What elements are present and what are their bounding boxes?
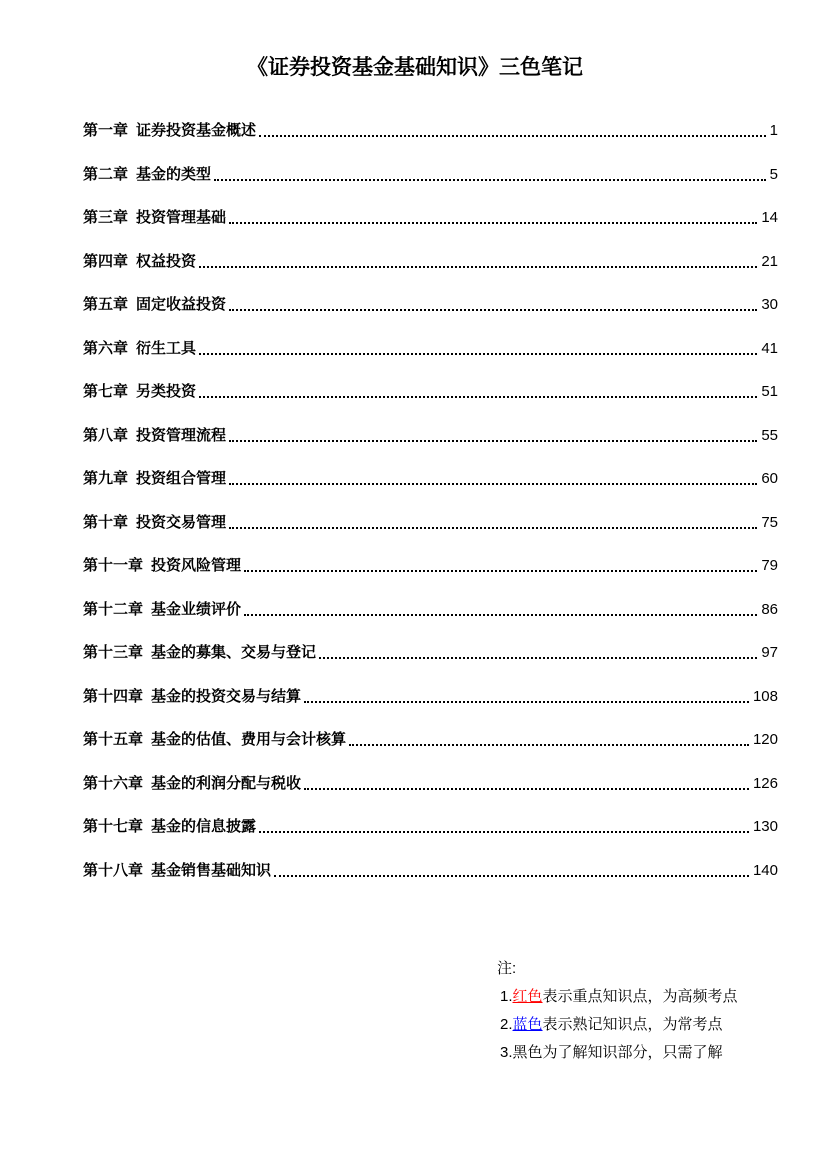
dotted-leader xyxy=(199,396,757,398)
toc-page-number: 41 xyxy=(761,339,778,357)
toc-entry[interactable] xyxy=(83,775,778,793)
toc-chapter-label: 第九章 xyxy=(83,470,129,487)
toc-page-number: 79 xyxy=(761,557,778,574)
toc-page-number: 30 xyxy=(761,296,778,313)
toc-entry[interactable] xyxy=(83,601,778,619)
dotted-leader xyxy=(244,614,757,616)
dotted-leader xyxy=(229,527,757,529)
toc-chapter-label: 第十八章 xyxy=(83,861,144,879)
toc-title-label: 基金的估值、费用与会计核算 xyxy=(151,731,347,748)
dotted-leader xyxy=(319,657,757,659)
dotted-leader xyxy=(304,788,749,790)
toc-chapter-label: 第十章 xyxy=(83,513,129,531)
note-prefix: 3. xyxy=(500,1044,513,1061)
dotted-leader xyxy=(229,483,757,485)
toc-title-label: 基金的信息披露 xyxy=(151,818,257,835)
page-title: 《证券投资基金基础知识》三色笔记 xyxy=(247,56,583,79)
toc-title-label: 基金的类型 xyxy=(136,165,212,183)
note-item-red xyxy=(497,983,738,1011)
toc-chapter-label: 第十三章 xyxy=(83,644,144,661)
toc-page-number: 130 xyxy=(752,818,778,835)
toc-chapter-label: 第四章 xyxy=(83,252,129,270)
toc-chapter-label: 第十四章 xyxy=(83,687,144,705)
toc-title-label: 基金的募集、交易与登记 xyxy=(151,644,317,661)
toc-entry[interactable] xyxy=(83,514,778,532)
toc-entry[interactable] xyxy=(83,253,778,271)
toc-entry[interactable] xyxy=(83,731,778,749)
toc-entry[interactable] xyxy=(83,209,778,227)
toc-title-label: 证券投资基金概述 xyxy=(136,122,257,139)
dotted-leader xyxy=(274,875,749,877)
toc-page-number: 21 xyxy=(761,252,778,270)
toc-entry[interactable] xyxy=(83,383,778,401)
toc-title-label: 投资交易管理 xyxy=(136,513,227,531)
toc-chapter-label: 第七章 xyxy=(83,383,129,400)
note-text: 表示重点知识点，为高频考点 xyxy=(542,988,738,1005)
table-of-contents xyxy=(83,122,778,905)
toc-chapter-label: 第八章 xyxy=(83,426,129,444)
toc-page-number: 108 xyxy=(752,687,778,705)
notes-heading: 注: xyxy=(497,960,517,977)
toc-title-label: 投资管理基础 xyxy=(136,209,227,226)
toc-page-number: 140 xyxy=(752,861,778,879)
note-text: 黑色为了解知识部分，只需了解 xyxy=(512,1044,723,1061)
toc-title-label: 基金的投资交易与结算 xyxy=(151,687,302,705)
note-item-black xyxy=(497,1039,738,1067)
toc-entry[interactable] xyxy=(83,862,778,880)
toc-chapter-label: 第十一章 xyxy=(83,557,144,574)
toc-chapter-label: 第二章 xyxy=(83,165,129,183)
dotted-leader xyxy=(349,744,749,746)
toc-entry[interactable] xyxy=(83,688,778,706)
dotted-leader xyxy=(199,266,757,268)
toc-page-number: 126 xyxy=(752,774,778,792)
dotted-leader xyxy=(259,831,749,833)
toc-title-label: 投资风险管理 xyxy=(151,557,242,574)
dotted-leader xyxy=(304,701,749,703)
dotted-leader xyxy=(229,440,757,442)
note-prefix: 1. xyxy=(500,988,513,1005)
note-item-blue xyxy=(497,1011,738,1039)
toc-chapter-label: 第十五章 xyxy=(83,731,144,748)
toc-title-label: 权益投资 xyxy=(136,252,197,270)
toc-chapter-label: 第三章 xyxy=(83,209,129,226)
toc-entry[interactable] xyxy=(83,644,778,662)
toc-title-label: 投资组合管理 xyxy=(136,470,227,487)
toc-entry[interactable] xyxy=(83,470,778,488)
dotted-leader xyxy=(259,135,766,137)
toc-title-label: 另类投资 xyxy=(136,383,197,400)
toc-title-label: 基金销售基础知识 xyxy=(151,861,272,879)
toc-chapter-label: 第五章 xyxy=(83,296,129,313)
toc-title-label: 固定收益投资 xyxy=(136,296,227,313)
toc-chapter-label: 第一章 xyxy=(83,122,129,139)
toc-entry[interactable] xyxy=(83,818,778,836)
note-highlight-red: 红色 xyxy=(512,988,543,1005)
toc-page-number: 97 xyxy=(761,644,778,661)
toc-page-number: 75 xyxy=(761,513,778,531)
toc-chapter-label: 第六章 xyxy=(83,339,129,357)
toc-page-number: 120 xyxy=(752,731,778,748)
dotted-leader xyxy=(199,353,757,355)
note-text: 表示熟记知识点，为常考点 xyxy=(542,1016,723,1033)
toc-entry[interactable] xyxy=(83,557,778,575)
toc-entry[interactable] xyxy=(83,166,778,184)
toc-chapter-label: 第十二章 xyxy=(83,600,144,618)
toc-entry[interactable] xyxy=(83,427,778,445)
toc-chapter-label: 第十六章 xyxy=(83,774,144,792)
dotted-leader xyxy=(229,309,757,311)
toc-entry[interactable] xyxy=(83,340,778,358)
dotted-leader xyxy=(214,179,766,181)
toc-page-number: 1 xyxy=(769,122,778,139)
toc-page-number: 14 xyxy=(761,209,778,226)
toc-page-number: 86 xyxy=(761,600,778,618)
toc-title-label: 衍生工具 xyxy=(136,339,197,357)
toc-page-number: 55 xyxy=(761,426,778,444)
toc-title-label: 投资管理流程 xyxy=(136,426,227,444)
toc-chapter-label: 第十七章 xyxy=(83,818,144,835)
dotted-leader xyxy=(244,570,757,572)
toc-page-number: 60 xyxy=(761,470,778,487)
note-highlight-blue: 蓝色 xyxy=(512,1016,543,1033)
toc-entry[interactable] xyxy=(83,122,778,140)
toc-entry[interactable] xyxy=(83,296,778,314)
toc-page-number: 51 xyxy=(761,383,778,400)
legend-notes xyxy=(497,955,738,1067)
toc-title-label: 基金业绩评价 xyxy=(151,600,242,618)
note-prefix: 2. xyxy=(500,1016,513,1033)
toc-title-label: 基金的利润分配与税收 xyxy=(151,774,302,792)
toc-page-number: 5 xyxy=(769,165,778,183)
dotted-leader xyxy=(229,222,757,224)
